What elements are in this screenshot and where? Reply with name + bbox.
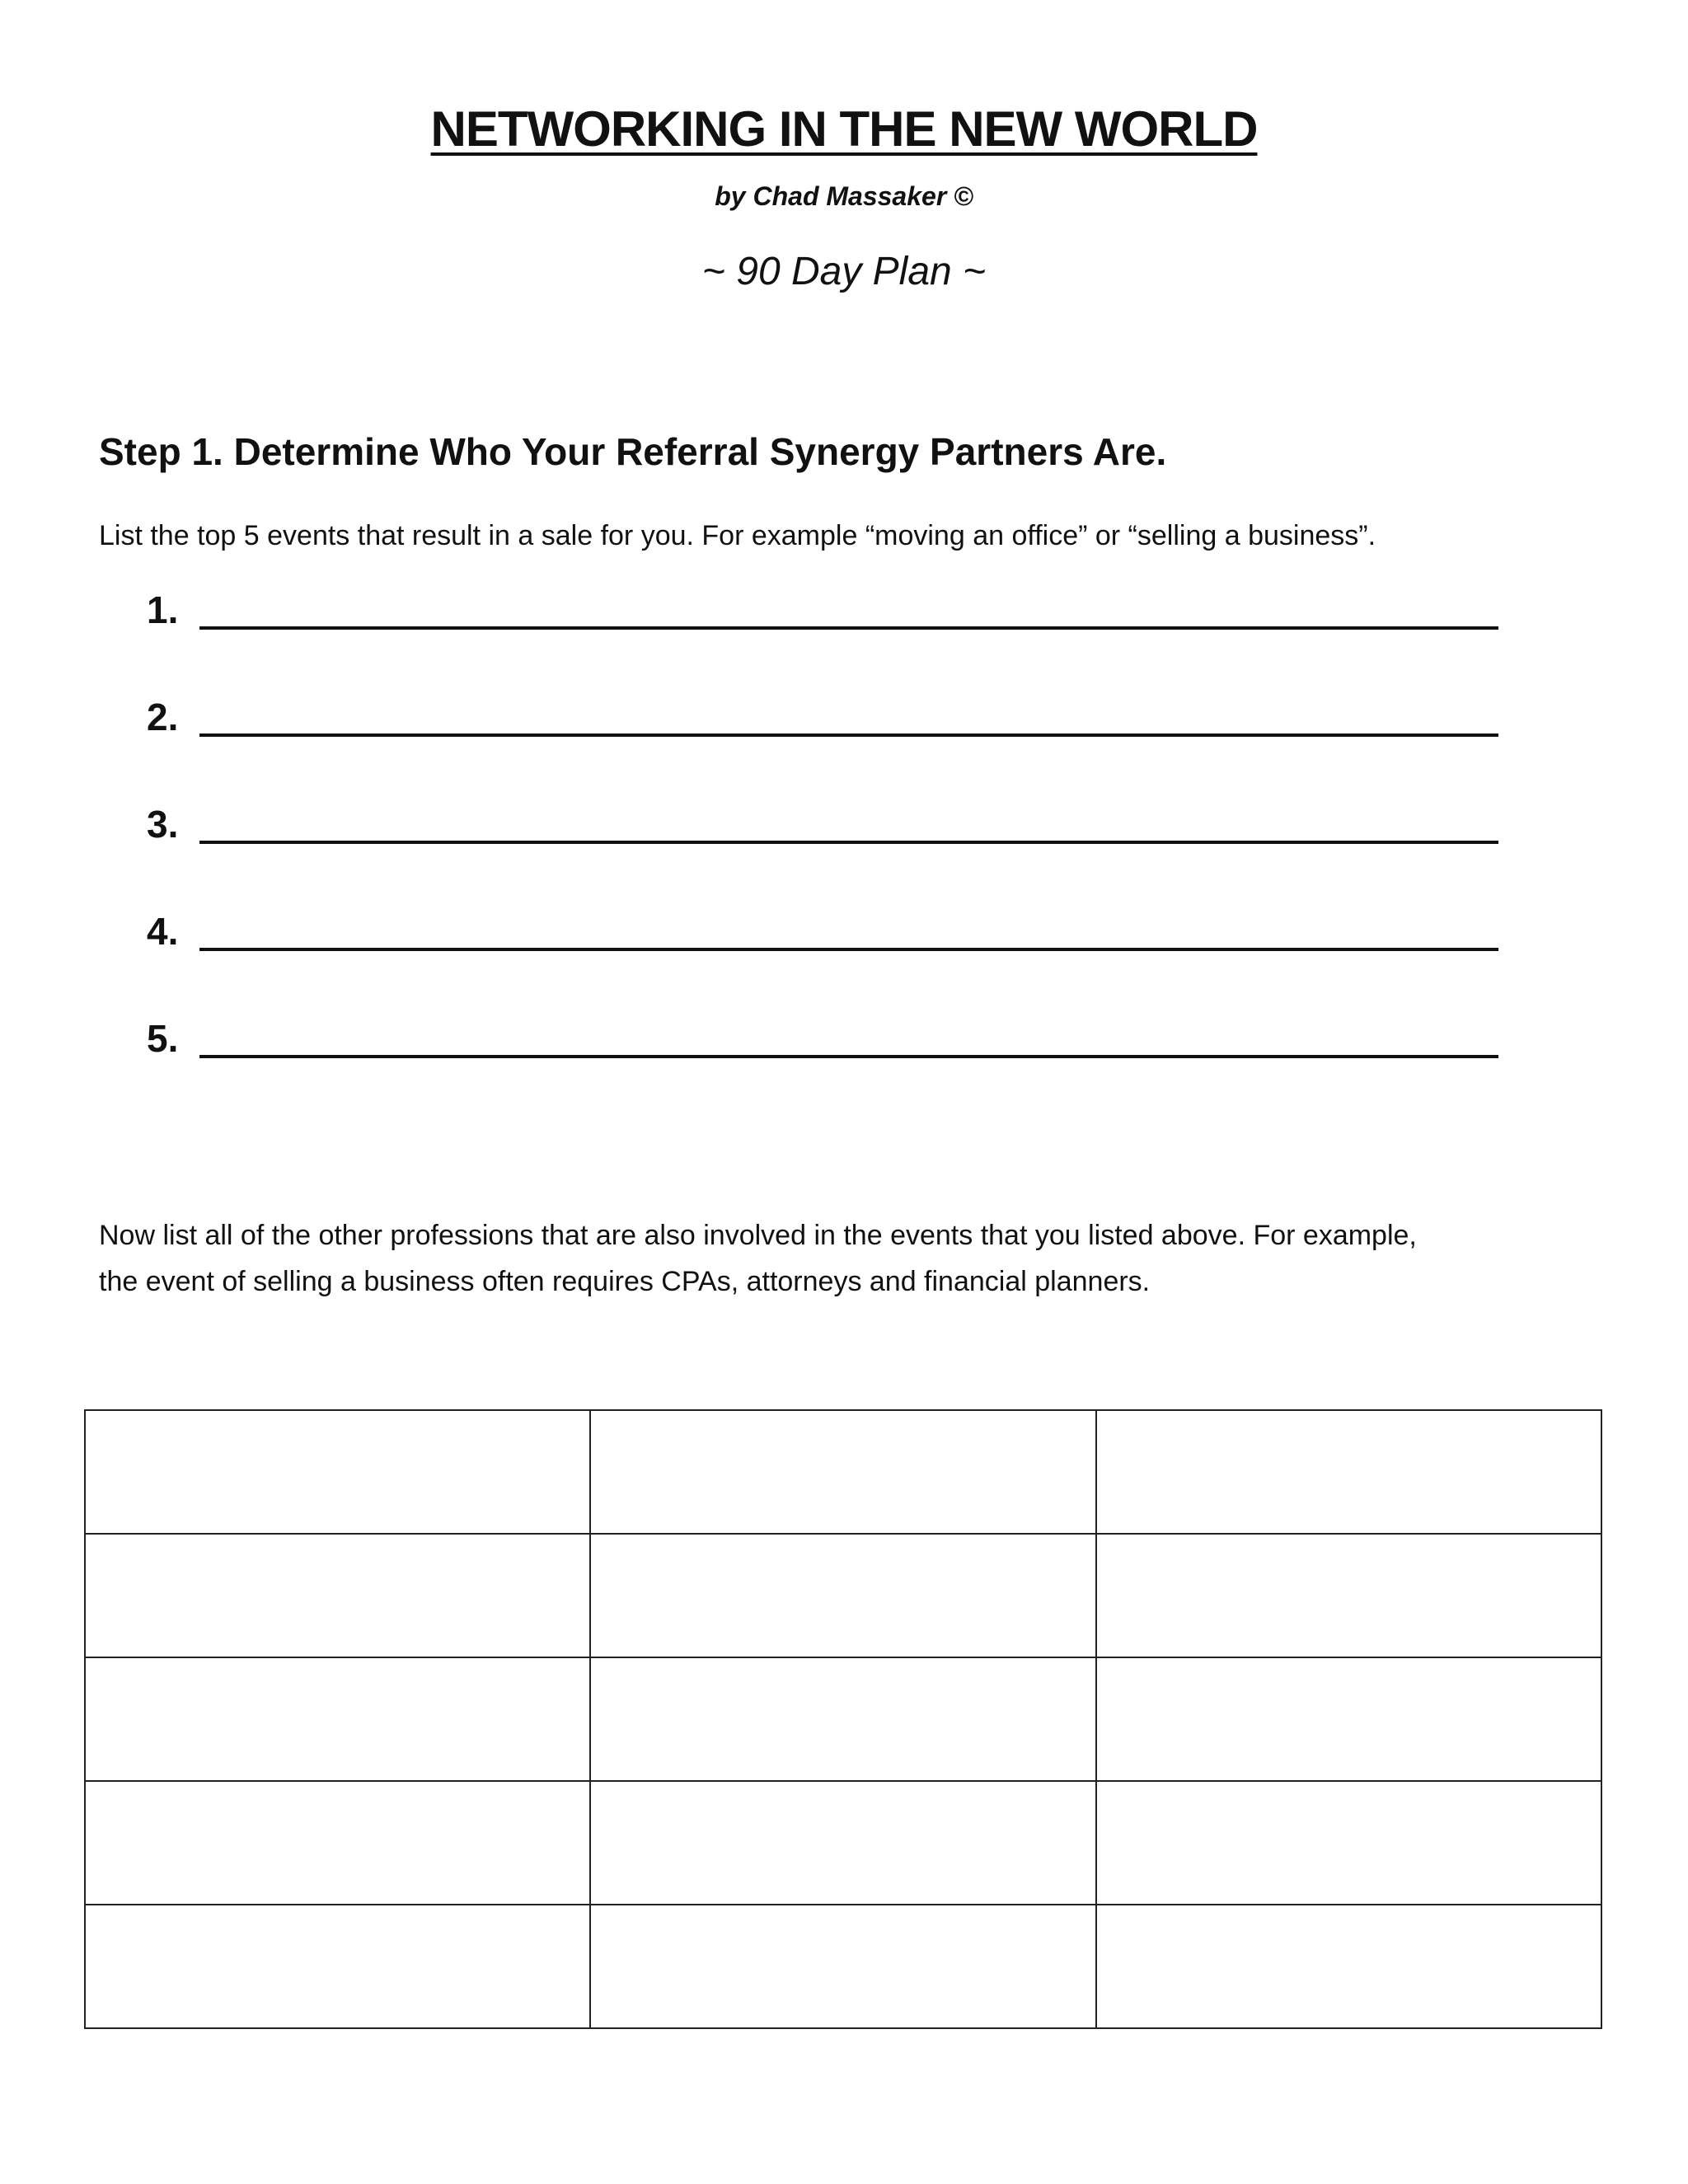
professions-table — [84, 1409, 1602, 2029]
table-cell[interactable] — [1096, 1657, 1601, 1781]
event-number: 4. — [147, 910, 179, 953]
events-instruction: List the top 5 events that result in a sale for you. For example “moving an office” or “selling a business”. — [99, 520, 1376, 551]
professions-instruction-line: the event of selling a business often requires CPAs, attorneys and financial planners. — [99, 1266, 1151, 1297]
table-row — [85, 1657, 1601, 1781]
event-answer-line[interactable] — [199, 626, 1498, 630]
table-cell[interactable] — [85, 1534, 590, 1657]
table-cell[interactable] — [590, 1657, 1095, 1781]
table-cell[interactable] — [590, 1781, 1095, 1905]
step-heading: Step 1. Determine Who Your Referral Synergy Partners Are. — [99, 430, 1167, 473]
table-cell[interactable] — [85, 1781, 590, 1905]
table-cell[interactable] — [85, 1905, 590, 2028]
page-title — [0, 101, 1688, 158]
event-answer-line[interactable] — [199, 841, 1498, 844]
event-number: 2. — [147, 696, 179, 738]
event-item-4 — [147, 907, 1498, 956]
table-cell[interactable] — [590, 1410, 1095, 1534]
table-row — [85, 1905, 1601, 2028]
event-item-1 — [147, 585, 1498, 635]
event-number: 3. — [147, 803, 179, 846]
table-cell[interactable] — [1096, 1905, 1601, 2028]
table-row — [85, 1534, 1601, 1657]
event-number: 5. — [147, 1017, 179, 1060]
table-row — [85, 1410, 1601, 1534]
event-item-3 — [147, 799, 1498, 849]
table-cell[interactable] — [85, 1657, 590, 1781]
table-cell[interactable] — [85, 1410, 590, 1534]
table-cell[interactable] — [1096, 1781, 1601, 1905]
professions-instruction — [99, 1212, 1417, 1305]
event-number: 1. — [147, 588, 179, 631]
event-item-2 — [147, 692, 1498, 742]
professions-instruction-line: Now list all of the other professions that are also involved in the events that you listed above. For example, — [99, 1220, 1417, 1251]
title-text: NETWORKING IN THE NEW WORLD — [430, 101, 1258, 157]
event-answer-line[interactable] — [199, 733, 1498, 737]
table-cell[interactable] — [590, 1534, 1095, 1657]
event-answer-line[interactable] — [199, 948, 1498, 951]
event-item-5 — [147, 1014, 1498, 1063]
table-cell[interactable] — [590, 1905, 1095, 2028]
plan-subtitle: ~ 90 Day Plan ~ — [701, 250, 987, 293]
event-answer-line[interactable] — [199, 1055, 1498, 1058]
table-cell[interactable] — [1096, 1534, 1601, 1657]
author-byline: by Chad Massaker © — [715, 181, 973, 211]
table-row — [85, 1781, 1601, 1905]
table-cell[interactable] — [1096, 1410, 1601, 1534]
